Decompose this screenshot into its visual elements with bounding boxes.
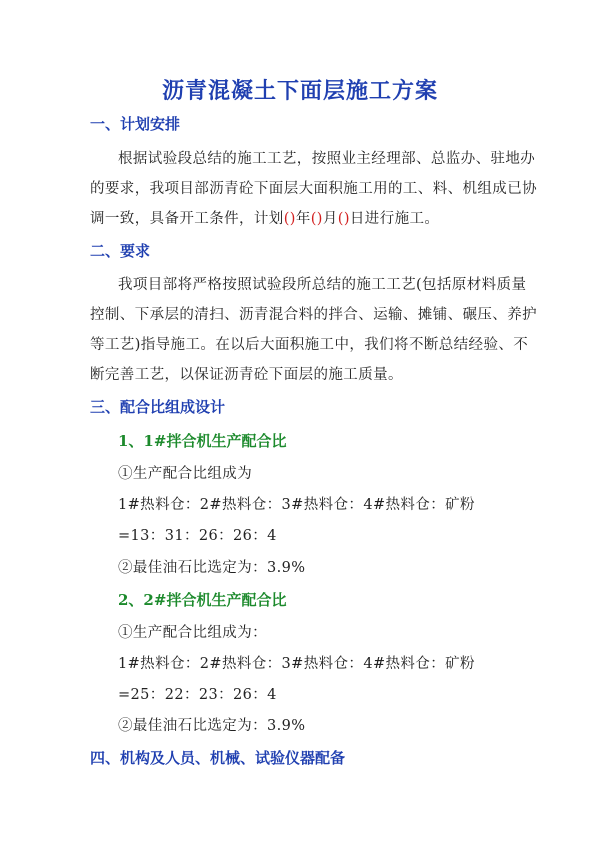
section-heading-requirements: 二、要求 xyxy=(90,242,151,260)
month-placeholder: () xyxy=(310,211,323,227)
paragraph-line: 等工艺)指导施工。在以后大面积施工中，我们将不断总结经验、不 xyxy=(90,337,529,353)
paragraph-line: 1#热料仓：2#热料仓：3#热料仓：4#热料仓：矿粉 xyxy=(118,497,475,513)
page-title: 沥青混凝土下面层施工方案 xyxy=(161,78,438,104)
month-label: 月 xyxy=(322,211,338,227)
subsection-heading-mixer-1: 1、1#拌合机生产配合比 xyxy=(118,432,287,450)
paragraph-line: =13：31：26：26：4 xyxy=(118,528,277,544)
paragraph-line: 1#热料仓：2#热料仓：3#热料仓：4#热料仓：矿粉 xyxy=(118,656,475,672)
section-heading-plan: 一、计划安排 xyxy=(90,115,181,133)
section-heading-organization: 四、机构及人员、机械、试验仪器配备 xyxy=(90,749,346,767)
paragraph-line: ①生产配合比组成为 xyxy=(118,466,253,482)
year-label: 年 xyxy=(295,211,311,227)
subsection-heading-mixer-2: 2、2#拌合机生产配合比 xyxy=(118,591,287,609)
section-heading-mix-design: 三、配合比组成设计 xyxy=(90,398,226,416)
paragraph-line: 控制、下承层的清扫、沥青混合料的拌合、运输、摊铺、碾压、养护 xyxy=(90,307,537,323)
paragraph-line: 断完善工艺，以保证沥青砼下面层的施工质量。 xyxy=(90,367,403,383)
paragraph-line: 我项目部将严格按照试验段所总结的施工工艺(包括原材料质量 xyxy=(118,277,527,293)
paragraph-line: 根据试验段总结的施工工艺，按照业主经理部、总监办、驻地办 xyxy=(118,151,536,167)
day-placeholder: () xyxy=(337,211,350,227)
paragraph-line: ②最佳油石比选定为：3.9% xyxy=(118,718,306,734)
year-placeholder: () xyxy=(283,211,296,227)
day-label: 日进行施工。 xyxy=(349,211,440,227)
paragraph-line: ①生产配合比组成为： xyxy=(118,625,267,641)
schedule-text: 调一致，具备开工条件，计划 xyxy=(90,211,284,227)
paragraph-line: 的要求，我项目部沥青砼下面层大面积施工用的工、料、机组成已协 xyxy=(90,181,537,197)
paragraph-line-schedule xyxy=(90,207,439,228)
paragraph-line: =25：22：23：26：4 xyxy=(118,687,277,703)
paragraph-line: ②最佳油石比选定为：3.9% xyxy=(118,560,306,576)
